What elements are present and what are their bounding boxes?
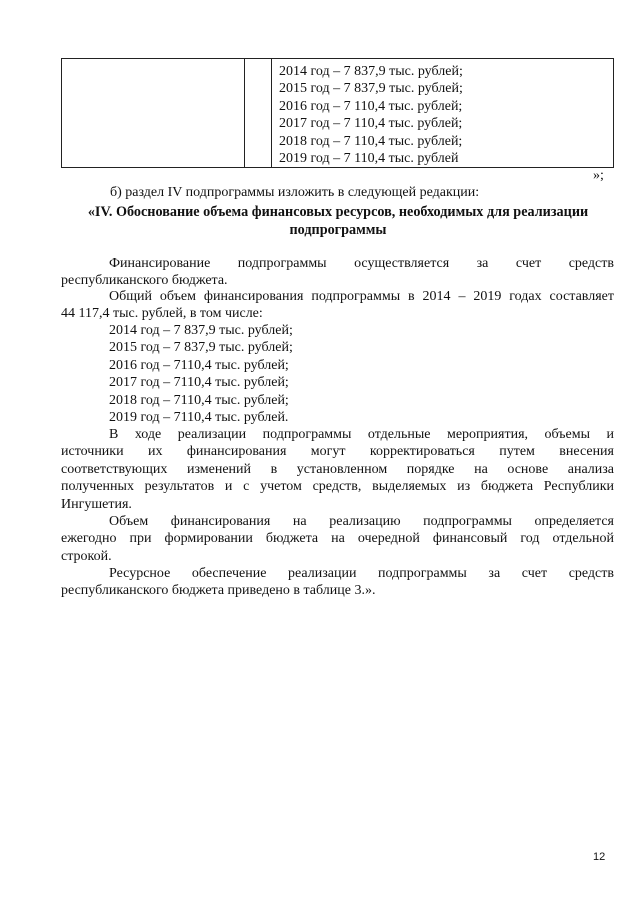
list-item: 2019 год – 7110,4 тыс. рублей.: [109, 410, 289, 426]
table-cell-years: [272, 59, 614, 168]
paragraph-line: В ходе реализации подпрограммы отдельные мероприятия, объемы и: [109, 427, 614, 442]
paragraph-resource-support: [61, 565, 614, 600]
table-year-line: 2016 год – 7 110,4 тыс. рублей;: [279, 98, 463, 114]
paragraph-adjustments: [61, 426, 614, 513]
paragraph-line: Ресурсное обеспечение реализации подпрограммы за счет средств: [109, 566, 614, 581]
paragraph-line: строкой.: [61, 548, 112, 564]
table-cell-empty: [62, 59, 245, 168]
list-item: 2017 год – 7110,4 тыс. рублей;: [109, 375, 289, 391]
table-row: [62, 59, 614, 168]
paragraph-line: республиканского бюджета.: [61, 273, 228, 289]
closing-quote: »;: [593, 168, 604, 183]
paragraph-line: источники их финансирования могут корректироваться путем внесения: [61, 444, 614, 460]
paragraph-line: республиканского бюджета приведено в таблице 3.».: [61, 583, 376, 599]
list-item: 2015 год – 7 837,9 тыс. рублей;: [109, 340, 293, 356]
paragraph-line: соответствующих изменений в установленном порядке на основе анализа: [61, 461, 614, 477]
paragraph-line: Общий объем финансирования подпрограммы в 2014 – 2019 годах составляет: [109, 289, 614, 304]
table-year-line: 2018 год – 7 110,4 тыс. рублей;: [279, 133, 463, 149]
table-cell-empty: [245, 59, 272, 168]
paragraph-line: Финансирование подпрограммы осуществляется за счет средств: [109, 256, 614, 271]
page-number: 12: [593, 851, 606, 863]
paragraph-total-volume: [61, 288, 614, 323]
table-year-line: 2019 год – 7 110,4 тыс. рублей: [279, 151, 459, 167]
paragraph-line: полученных результатов и с учетом средств, выделяемых из бюджета Республики: [61, 479, 614, 495]
table-year-line: 2015 год – 7 837,9 тыс. рублей;: [279, 81, 463, 97]
paragraph-line: Ингушетия.: [61, 496, 132, 512]
amendment-paragraph: б) раздел IV подпрограммы изложить в следующей редакции:: [110, 185, 480, 200]
list-item: 2016 год – 7110,4 тыс. рублей;: [109, 357, 289, 373]
table-year-line: 2017 год – 7 110,4 тыс. рублей;: [279, 116, 463, 132]
paragraph-financing-source: [61, 255, 614, 290]
yearly-amounts-list: [109, 322, 293, 426]
table-year-line: 2014 год – 7 837,9 тыс. рублей;: [279, 64, 463, 79]
funding-table: [61, 58, 614, 168]
section-heading: «IV. Обоснование объема финансовых ресурсов, необходимых для реализации подпрограммы: [87, 204, 589, 238]
paragraph-line: ежегодно при формировании бюджета на очередной финансовый год отдельной: [61, 531, 614, 547]
list-item: 2018 год – 7110,4 тыс. рублей;: [109, 392, 289, 408]
paragraph-annual-volume: [61, 513, 614, 565]
list-item: 2014 год – 7 837,9 тыс. рублей;: [109, 323, 293, 338]
paragraph-line: 44 117,4 тыс. рублей, в том числе:: [61, 306, 263, 322]
paragraph-line: Объем финансирования на реализацию подпрограммы определяется: [109, 514, 614, 529]
